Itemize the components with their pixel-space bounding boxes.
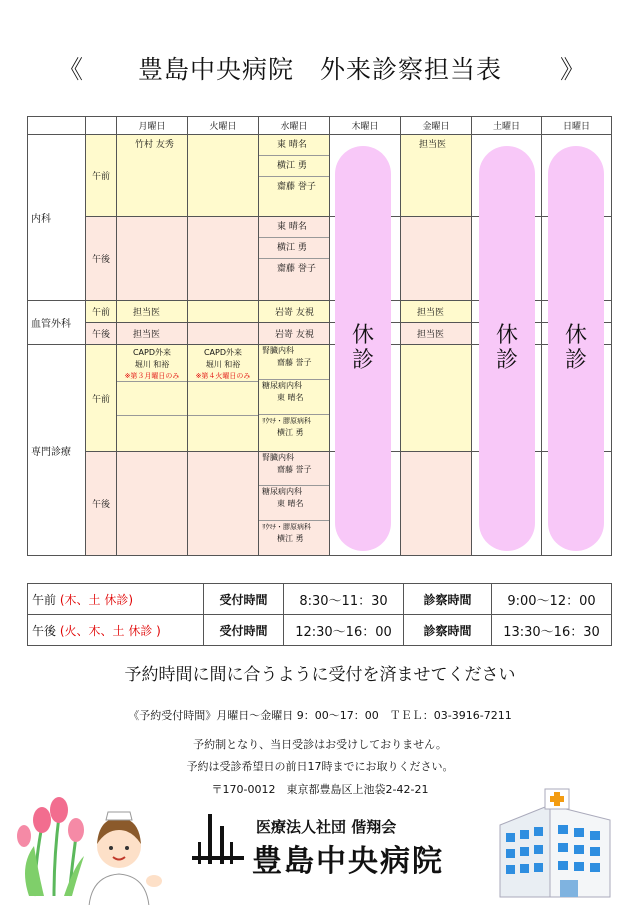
doctor-name: 横江 勇 (277, 428, 304, 437)
doctor-name: 東 晴名 (277, 499, 304, 508)
vascular-pm-mon: 担当医 (133, 330, 161, 340)
day-thu: 木曜日 (330, 117, 401, 135)
specialty-label: ﾘｳﾏﾁ・膠原病科 (262, 523, 311, 531)
pm-label: 午後 (32, 623, 57, 638)
day-sat: 土曜日 (472, 117, 542, 135)
vascular-am-mon: 担当医 (133, 308, 161, 318)
consult-label: 診察時間 (404, 584, 492, 615)
nurse-icon (89, 812, 162, 905)
capd-note: ※第４火曜日のみ (195, 372, 251, 380)
internal-am-fri: 担当医 (419, 140, 447, 150)
title-text: 豊島中央病院 外来診察担当表 (137, 55, 502, 84)
closed-label: 休 (495, 323, 518, 349)
doctor-name: 東 晴名 (259, 135, 329, 156)
doctor-name: 東 晴名 (259, 217, 329, 238)
dept-special: 専門診療 (28, 345, 86, 556)
capd-doctor: 堀川 和裕 (205, 360, 241, 369)
capd-doctor: 堀川 和裕 (134, 360, 170, 369)
special-am-wed (259, 345, 330, 452)
pm-reception-time: 12:30～16：00 (284, 615, 404, 646)
vascular-pm-fri: 担当医 (417, 330, 445, 340)
pm-closed-days: (火、木、土 休診 ) (59, 623, 161, 638)
hours-table (27, 583, 612, 646)
internal-pm-wed (259, 217, 330, 301)
doctor-name: 齋藤 誉子 (277, 465, 312, 474)
am-consult-time: 9:00～12：00 (492, 584, 612, 615)
vascular-pm-wed: 岩嵜 友視 (275, 330, 314, 340)
capd-label: CAPD外来 (132, 348, 172, 357)
vascular-am-fri: 担当医 (417, 308, 445, 318)
slot-am: 午前 (86, 345, 117, 452)
closed-label: 診 (351, 347, 374, 373)
slot-pm: 午後 (86, 217, 117, 301)
doctor-name: 東 晴名 (277, 393, 304, 402)
hospital-logo-icon (190, 812, 246, 872)
booking-hours: 《予約受付時間》月曜日～金曜日 9：00～17：00 ＴＥＬ：03-3916-7211 (128, 709, 512, 722)
closed-thu (335, 146, 391, 551)
tulip-icon (17, 797, 84, 896)
title-close-bracket: 》 (560, 55, 587, 84)
specialty-label: 腎臓内科 (262, 453, 294, 462)
doctor-name: 横江 勇 (259, 156, 329, 177)
capd-label: CAPD外来 (203, 348, 243, 357)
hospital-building-illustration (490, 785, 620, 900)
closed-sun (548, 146, 604, 551)
slot-am: 午前 (86, 301, 117, 323)
pm-consult-time: 13:30～16：30 (492, 615, 612, 646)
am-closed-days: (木、土 休診) (59, 592, 134, 607)
dept-vascular: 血管外科 (28, 301, 86, 345)
closed-label: 診 (564, 347, 587, 373)
hospital-name: 豊島中央病院 (252, 844, 444, 879)
hours-am-row (28, 584, 612, 615)
reservation-line-2: 予約は受診希望日の前日17時までにお取りください。 (186, 760, 454, 773)
closed-label: 休 (564, 323, 587, 349)
page-title (0, 50, 640, 86)
specialty-label: 腎臓内科 (262, 346, 294, 355)
hours-pm-row (28, 615, 612, 646)
day-tue: 火曜日 (188, 117, 259, 135)
reservation-line-1: 予約制となり、当日受診はお受けしておりません。 (193, 738, 447, 751)
dept-internal: 内科 (28, 135, 86, 301)
consult-label: 診察時間 (404, 615, 492, 646)
am-label: 午前 (32, 592, 57, 607)
doctor-name: 齋藤 誉子 (277, 358, 312, 367)
vascular-am-wed: 岩嵜 友視 (275, 308, 314, 318)
doctor-name: 齋藤 誉子 (277, 182, 316, 192)
day-sun: 日曜日 (542, 117, 612, 135)
capd-note: ※第３月曜日のみ (124, 372, 180, 380)
am-reception-time: 8:30～11：30 (284, 584, 404, 615)
closed-label: 診 (495, 347, 518, 373)
day-mon: 月曜日 (117, 117, 188, 135)
specialty-label: 糖尿病内科 (262, 381, 302, 390)
header-row (28, 117, 612, 135)
specialty-label: ﾘｳﾏﾁ・膠原病科 (262, 417, 311, 425)
internal-am-wed (259, 135, 330, 217)
closed-label: 休 (351, 323, 374, 349)
notice-text: 予約時間に間に合うように受付を済ませてください (124, 665, 516, 685)
doctor-name: 横江 勇 (259, 238, 329, 259)
day-fri: 金曜日 (401, 117, 472, 135)
hospital-building-icon (500, 789, 610, 897)
closed-sat (479, 146, 535, 551)
slot-pm: 午後 (86, 452, 117, 556)
special-pm-wed (259, 452, 330, 556)
slot-am: 午前 (86, 135, 117, 217)
organization-name: 医療法人社団 偕翔会 (256, 818, 397, 836)
internal-am-mon: 竹村 友秀 (135, 140, 174, 150)
doctor-name: 齋藤 誉子 (277, 264, 316, 274)
title-open-bracket: 《 (58, 55, 85, 84)
day-wed: 水曜日 (259, 117, 330, 135)
specialty-label: 糖尿病内科 (262, 487, 302, 496)
doctor-name: 横江 勇 (277, 534, 304, 543)
address: 〒170-0012 東京都豊島区上池袋2-42-21 (211, 783, 429, 796)
reception-label: 受付時間 (204, 615, 284, 646)
nurse-tulip-illustration (14, 786, 164, 905)
slot-pm: 午後 (86, 323, 117, 345)
reception-label: 受付時間 (204, 584, 284, 615)
